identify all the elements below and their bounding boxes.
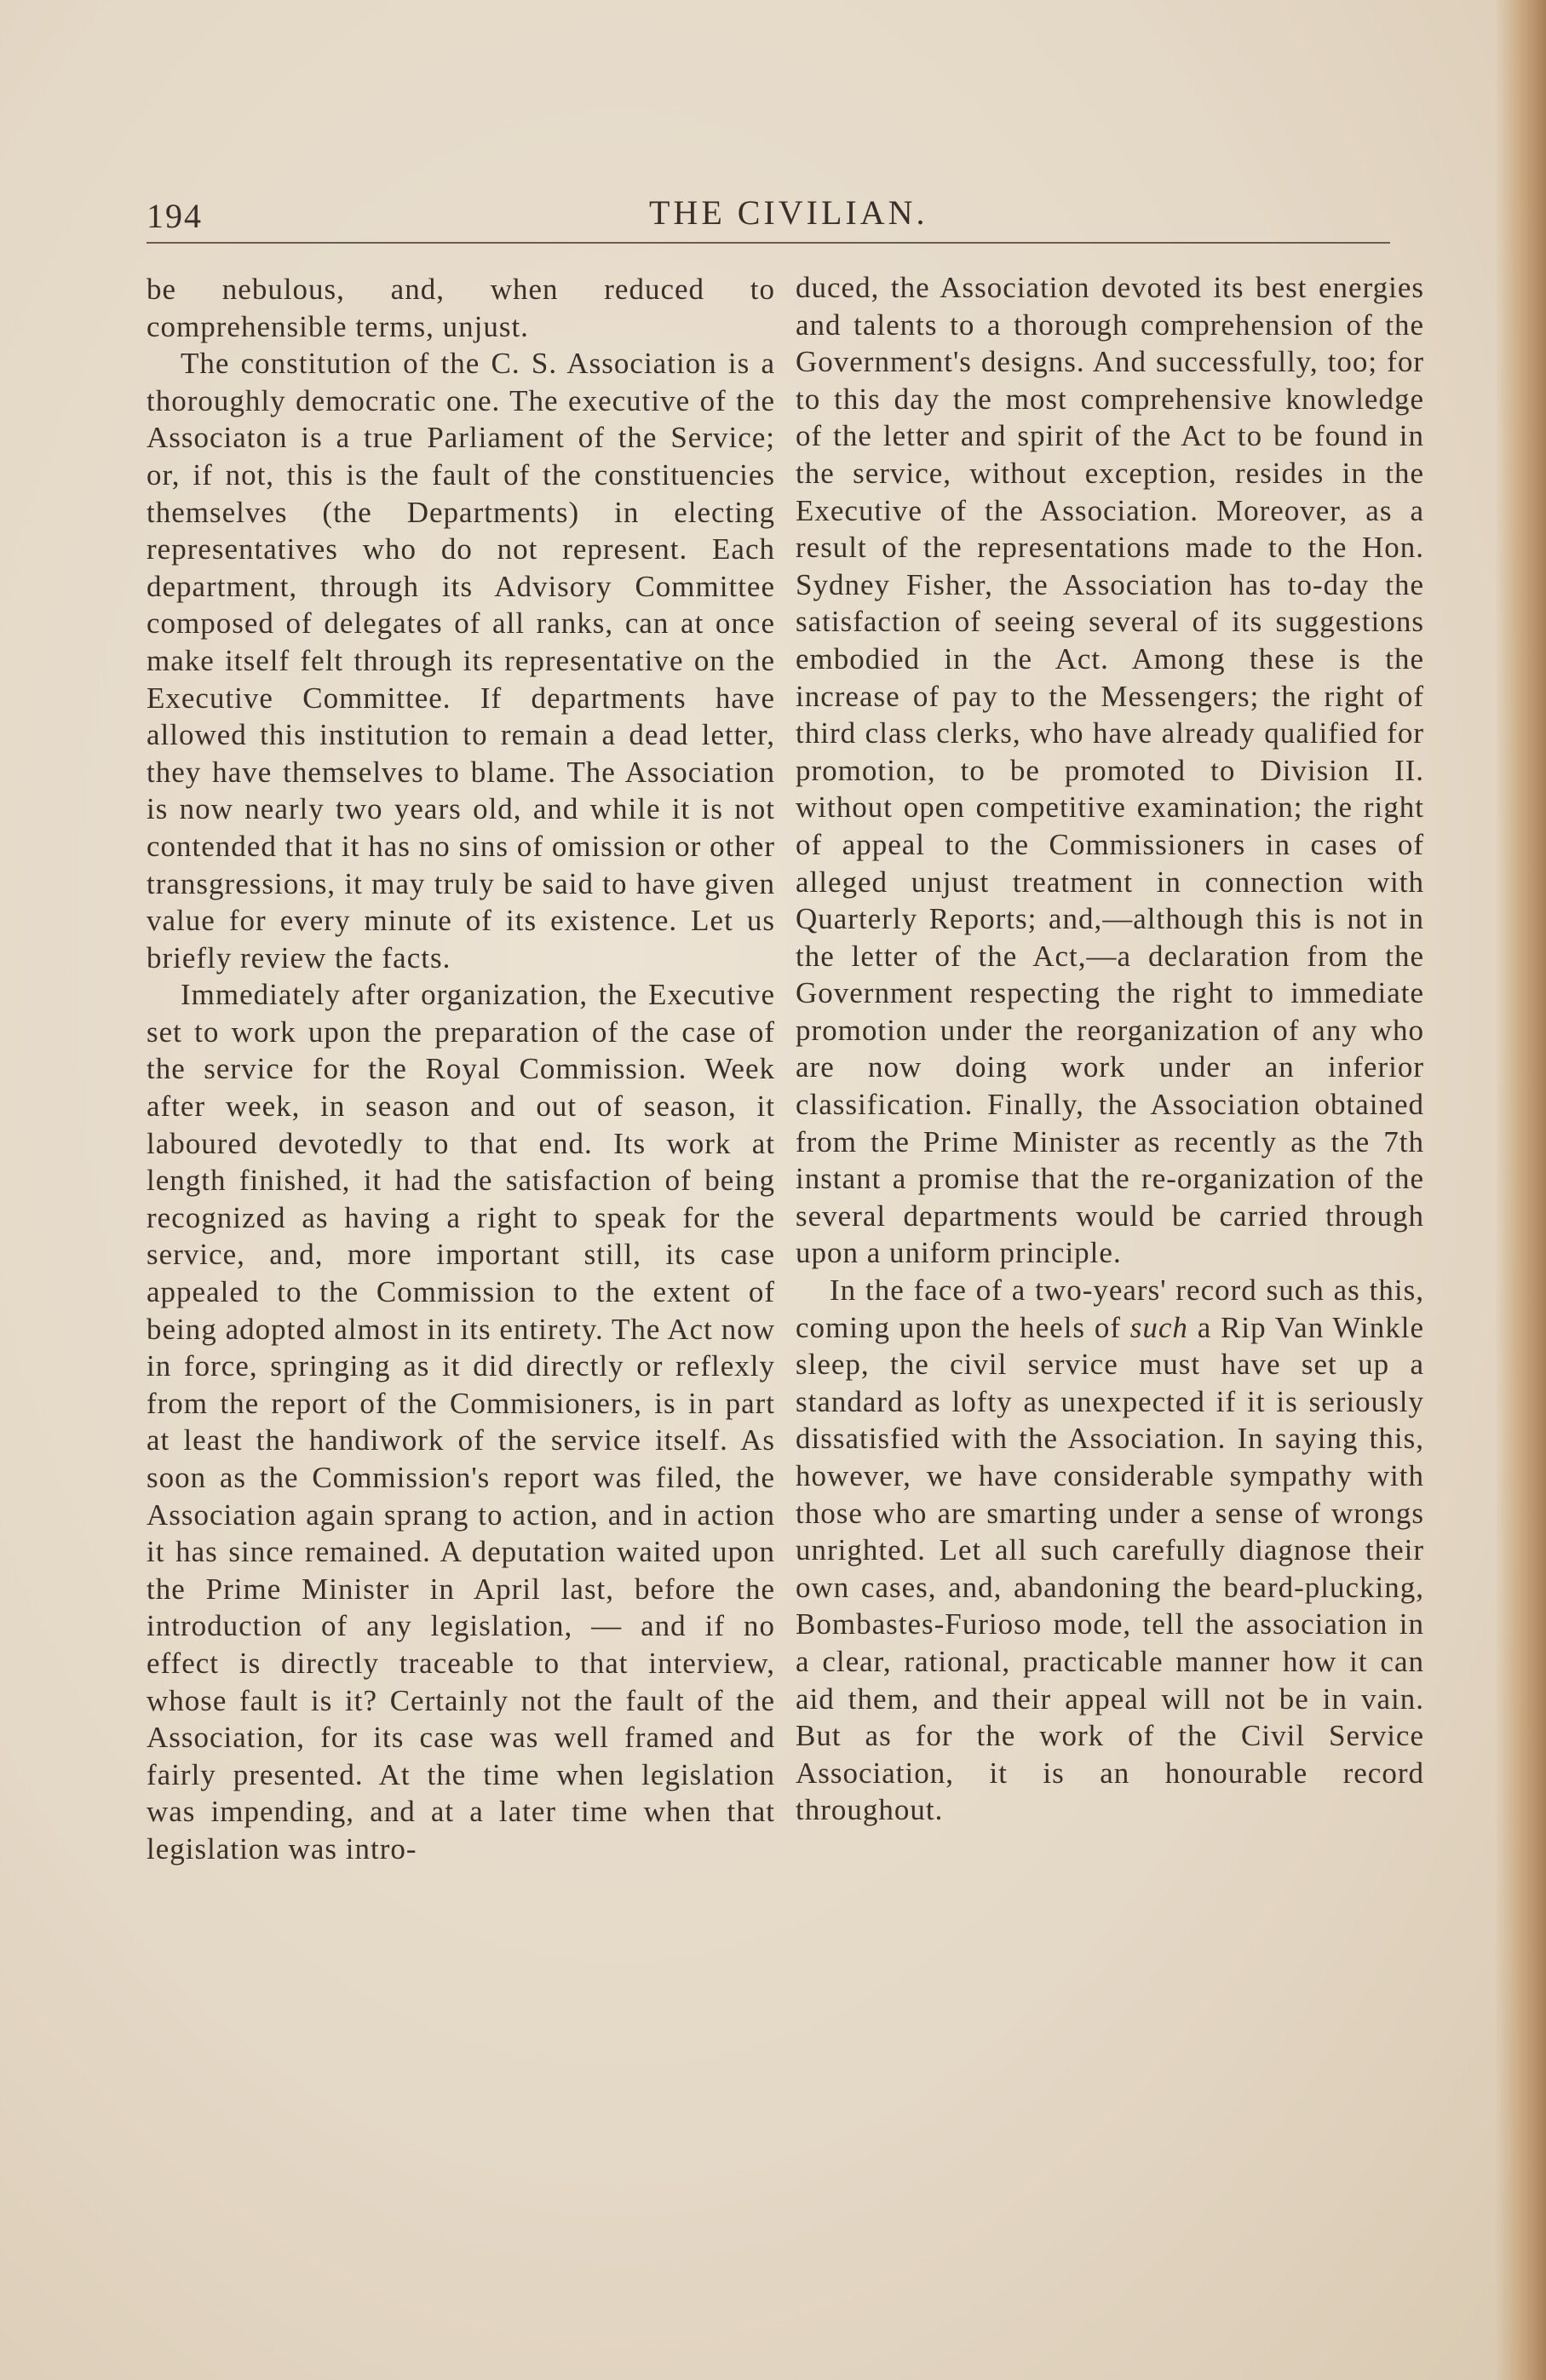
text-run: a Rip Van Winkle sleep, the civil service must have set up a standard as lofty as unexpected if it is seriously dissatisfied with the Association. In saying this, however, we have considerable sympathy with those who are smarting under a sense of wrongs unrighted. Let all such carefully diagnose their own cases, and, abandoning the beard-plucking, Bombastes-Furioso mode, tell the association in a clear, rational, practicable manner how it can aid them, and their appeal will not be in vain. But as for the work of the Civil Service Association, it is an honourable record throughout. xyxy=(796,1310,1424,1827)
paragraph: Immediately after organization, the Executive set to work upon the preparation of the case of the service for the Royal Commission. Week after week, in season and out of season, it laboured devotedly to that end. Its work at length finished, it had the satisfaction of being recognized as having a right to speak for the service, and, more important still, its case appealed to the Commission to the extent of being adopted almost in its entirety. The Act now in force, springing as it did directly or reflexly from the report of the Commisioners, is in part at least the handiwork of the service itself. As soon as the Commission's report was filed, the Association again sprang to action, and in action it has since remained. A deputation waited upon the Prime Minister in April last, before the introduction of any legislation, — and if no effect is directly traceable to that interview, whose fault is it? Certainly not the fault of the Association, for its case was well framed and fairly presented. At the time when legislation was impending, and at a later time when that legislation was intro- xyxy=(147,978,775,1865)
left-column xyxy=(147,271,775,1868)
paragraph: The constitution of the C. S. Association is a thoroughly democratic one. The executive of the Associaton is a true Parliament of the Service; or, if not, this is the fault of the constituencies themselves (the Departments) in electing representatives who do not represent. Each department, through its Advisory Committee composed of delegates of all ranks, can at once make itself felt through its representative on the Executive Committee. If departments have allowed this institution to remain a dead letter, they have themselves to blame. The Association is now nearly two years old, and while it is not contended that it has no sins of omission or other transgressions, it may truly be said to have given value for every minute of its existence. Let us briefly review the facts. xyxy=(147,347,775,974)
header-rule xyxy=(147,242,1390,244)
emphasis: such xyxy=(1129,1310,1188,1344)
page-number: 194 xyxy=(147,197,203,235)
right-column xyxy=(796,269,1424,1829)
paragraph xyxy=(796,1272,1424,1829)
paragraph: be nebulous, and, when reduced to comprehensible terms, unjust. xyxy=(147,273,775,343)
running-title: THE CIVILIAN. xyxy=(649,193,928,232)
page-edge xyxy=(1495,0,1546,2380)
paragraph: duced, the Association devoted its best energies and talents to a thorough comprehension of the Government's designs. And successfully, too; for to this day the most comprehensive knowledge of the letter and spirit of the Act to be found in the service, without exception, resides in the Executive of the Association. Moreover, as a result of the representations made to the Hon. Sydney Fisher, the Association has to-day the satisfaction of seeing several of its suggestions embodied in the Act. Among these is the increase of pay to the Messengers; the right of third class clerks, who have already qualified for promotion, to be promoted to Division II. without open competitive examination; the right of appeal to the Commissioners in cases of alleged unjust treatment in connection with Quarterly Reports; and,—although this is not in the letter of the Act,—a declaration from the Government respecting the right to immediate promotion under the reorganization of any who are now doing work under an inferior classification. Finally, the Association obtained from the Prime Minister as recently as the 7th instant a promise that the re-organization of the several departments would be carried through upon a uniform principle. xyxy=(796,271,1424,1270)
page-header xyxy=(147,189,1390,249)
text-run: In the face of a two-years' record such as this, coming upon the heels of xyxy=(796,1273,1424,1344)
